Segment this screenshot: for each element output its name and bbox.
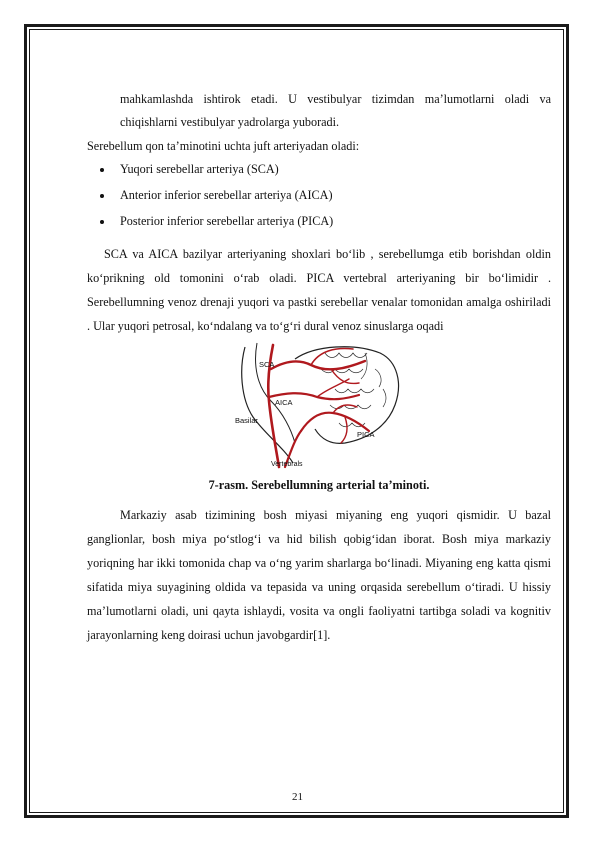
sca-label: SCA: [259, 359, 275, 369]
intro-line: Serebellum qon ta’minotini uchta juft arteriyadan oladi:: [87, 138, 360, 153]
page-number: 21: [292, 791, 303, 803]
bullet-icon: [100, 168, 104, 172]
list-item: Anterior inferior serebellar arteriya (AICA): [87, 184, 551, 207]
figure-caption: 7-rasm. Serebellumning arterial ta’minoti.: [208, 477, 430, 492]
pica-label: PICA: [357, 429, 375, 439]
document-page: [87, 88, 551, 647]
vertebrals-label: Vertebrals: [271, 460, 303, 468]
list-item: Posterior inferior serebellar arteriya (PICA): [87, 210, 551, 233]
sca-artery: [271, 361, 365, 369]
blood-supply-paragraph: SCA va AICA bazilyar arteriyaning shoxlari bo‘lib , serebellumga etib borishdan oldin ko‘prikning old tomonini o‘rab oladi. PICA vertebral arteriyaning bir bo‘limidir . Serebellumning venoz drenaji yuqori va pastki serebellar venalar tomonidan amalga oshiriladi . Ular yuqori petrosal, ko‘ndalang va to‘g‘ri dural venoz sinuslarga oqadi: [87, 246, 551, 333]
cerebellum-artery-figure: [87, 339, 551, 469]
aica-label: AICA: [275, 397, 293, 407]
continuation-paragraph: mahkamlashda ishtirok etadi. U vestibulyar tizimdan ma’lumotlarni oladi va chiqishlarni vestibulyar yadrolarga yuboradi.: [120, 92, 551, 130]
cerebellum-diagram: [235, 339, 405, 469]
cerebrum-paragraph: Markaziy asab tizimining bosh miyasi miyaning eng yuqori qismidir. U bazal ganglionlar, bosh miya po‘stlog‘i va hid bilish qobig‘idan iborat. Bosh miya markaziy yoriqning har ikki tomonida chap va o‘ng yarim sharlarga bo‘linadi. Miyaning eng katta qismi sifatida miya suyagining oldida va tepasida va uning orqasida serebellum o‘tiradi. U hissiy ma’lumotlarni oladi, uni qayta ishlaydi, vosita va ongli faoliyatni tartibga soladi va kognitiv jarayonlarning keng doirasi uchun javobgardir[1].: [87, 507, 551, 642]
list-item: Yuqori serebellar arteriya (SCA): [87, 158, 551, 181]
bullet-icon: [100, 194, 104, 198]
bullet-icon: [100, 220, 104, 224]
artery-list: [87, 158, 551, 234]
pica-artery: [301, 412, 369, 430]
basilar-label: Basilar: [235, 415, 258, 425]
